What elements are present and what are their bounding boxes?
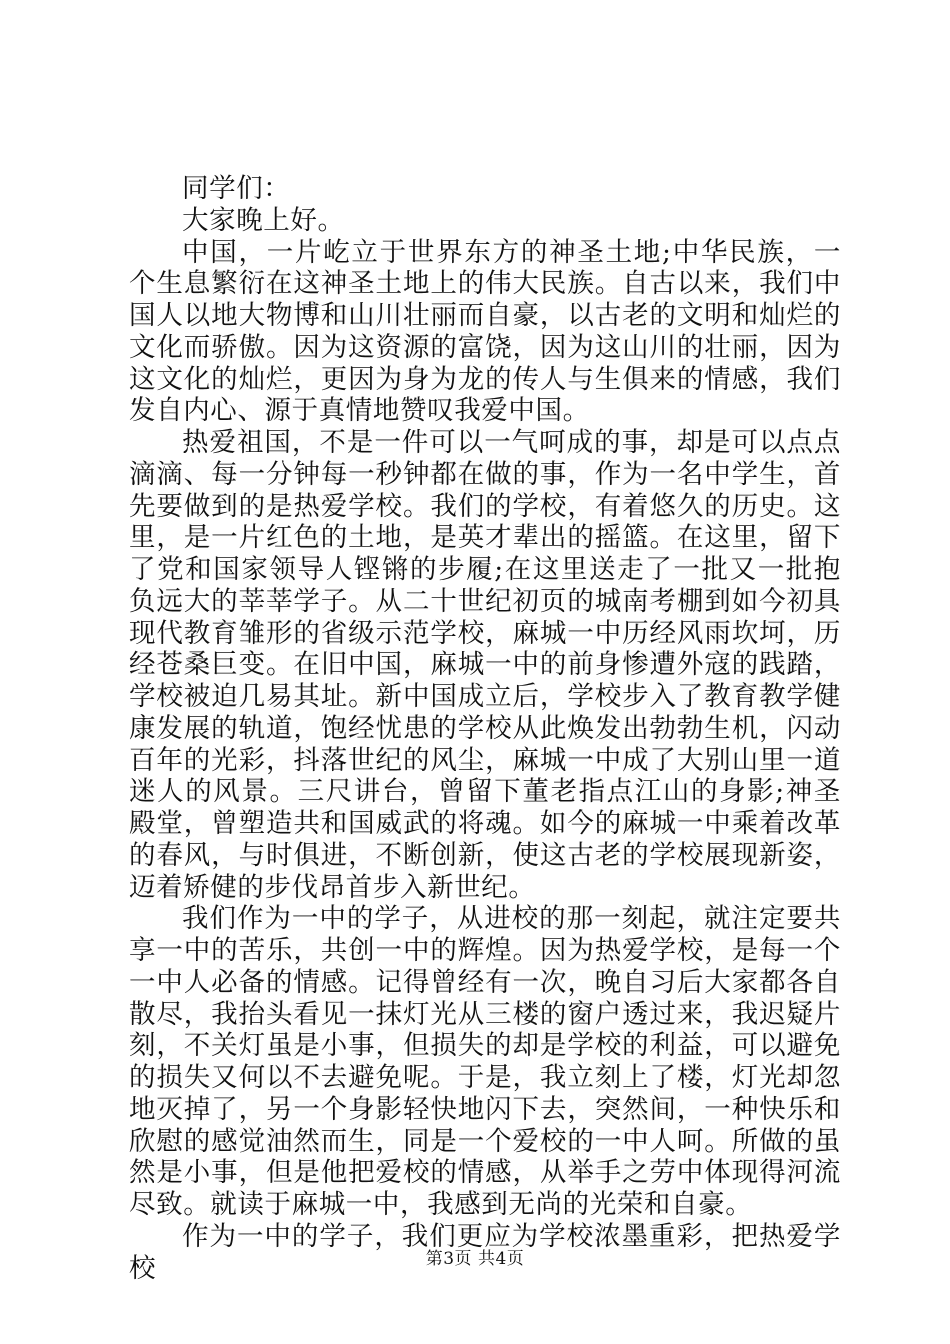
page-footer: 第3页 共4页: [425, 1249, 525, 1269]
paragraph-greeting: 同学们：: [182, 173, 291, 204]
paragraph-love-school: 热爱祖国，不是一件可以一气呵成的事，却是可以点点滴滴、每一分钟每一秒钟都在做的事，作为一名中学生，首先要做到的是热爱学校。我们的学校，有着悠久的历史。这里，是一片红色的土地，是英才辈出的摇篮。在这里，留下了党和国家领导人铿锵的步履;在这里送走了一批又一批抱负远大的莘莘学子。从二十世纪初页的城南考棚到如今初具现代教育雏形的省级示范学校，麻城一中历经风雨坎坷，历经苍桑巨变。在旧中国，麻城一中的前身惨遭外寇的践踏，学校被迫几易其址。新中国成立后，学校步入了教育教学健康发展的轨道，饱经忧患的学校从此焕发出勃勃生机，闪动百年的光彩，抖落世纪的风尘，麻城一中成了大别山里一道迷人的风景。三尺讲台，曾留下董老指点江山的身影;神圣殿堂，曾塑造共和国威武的将魂。如今的麻城一中乘着改革的春风，与时俱进，不断创新，使这古老的学校展现新姿，迈着矫健的步伐昂首步入新世纪。: [129, 427, 841, 903]
paragraph-closing: 作为一中的学子，我们更应为学校浓墨重彩，把热爱学校: [129, 1220, 841, 1284]
paragraph-china: 中国，一片屹立于世界东方的神圣土地;中华民族，一个生息繁衍在这神圣土地上的伟大民族。自古以来，我们中国人以地大物博和山川壮丽而自豪，以古老的文明和灿烂的文化而骄傲。因为这资源的富饶，因为这山川的壮丽，因为这文化的灿烂，更因为身为龙的传人与生俱来的情感，我们发自内心、源于真情地赞叹我爱中国。: [129, 236, 841, 427]
paragraph-student-story: 我们作为一中的学子，从进校的那一刻起，就注定要共享一中的苦乐，共创一中的辉煌。因为热爱学校，是每一个一中人必备的情感。记得曾经有一次，晚自习后大家都各自散尽，我抬头看见一抹灯光从三楼的窗户透过来，我迟疑片刻，不关灯虽是小事，但损失的却是学校的利益，可以避免的损失又何以不去避免呢。于是，我立刻上了楼，灯光却忽地灭掉了，另一个身影轻快地闪下去，突然间，一种快乐和欣慰的感觉油然而生，同是一个爱校的一中人呵。所做的虽然是小事，但是他把爱校的情感，从举手之劳中体现得河流尽致。就读于麻城一中，我感到无尚的光荣和自豪。: [129, 903, 841, 1220]
paragraph-salutation: 大家晚上好。: [182, 204, 345, 236]
document-body: [129, 173, 841, 1284]
